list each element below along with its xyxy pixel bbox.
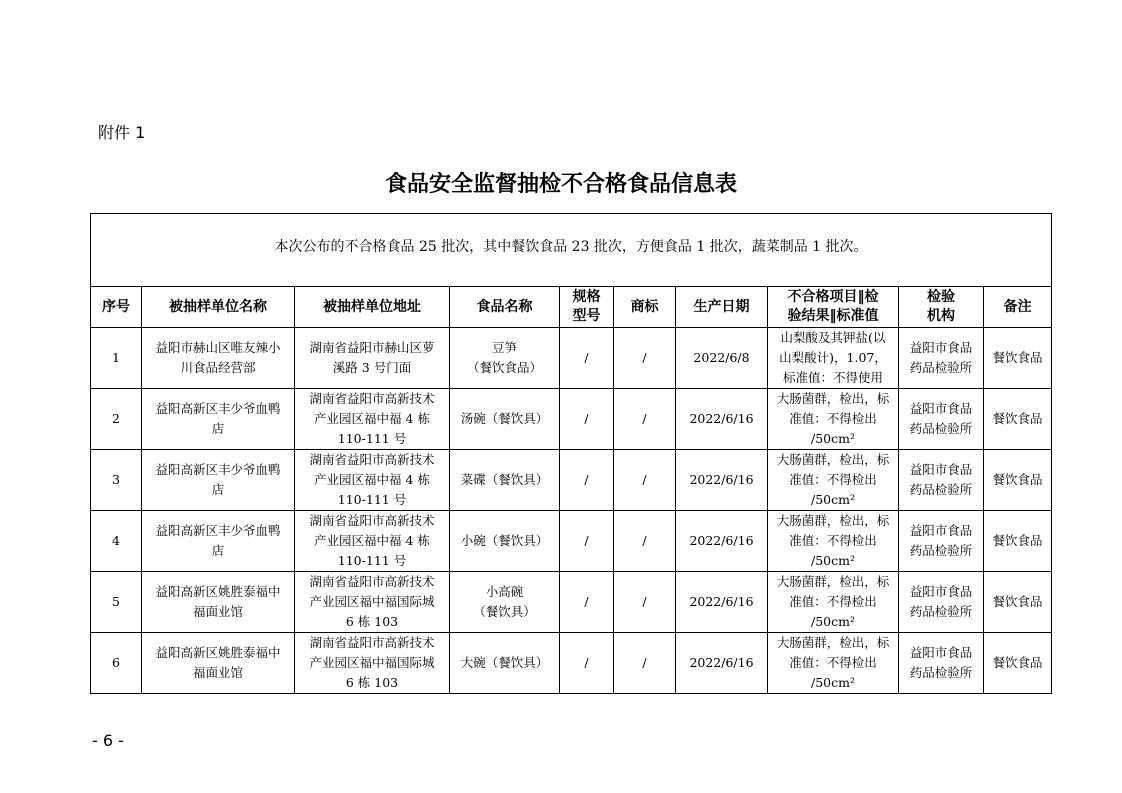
- cell-remarks: 餐饮食品: [984, 450, 1052, 511]
- cell-inspection-agency: 益阳市食品 药品检验所: [899, 572, 984, 633]
- cell-unit-name: 益阳高新区姚胜泰福中 福面业馆: [142, 572, 295, 633]
- cell-index: 1: [91, 328, 142, 389]
- cell-inspection-agency: 益阳市食品 药品检验所: [899, 633, 984, 694]
- cell-production-date: 2022/6/16: [676, 572, 768, 633]
- cell-unqualified-item: 大肠菌群，检出，标 准值：不得检出 /50cm²: [768, 511, 899, 572]
- col-header-production-date: 生产日期: [676, 287, 768, 328]
- cell-unit-address: 湖南省益阳市高新技术 产业园区福中福 4 栋 110-111 号: [295, 511, 450, 572]
- cell-unit-address: 湖南省益阳市高新技术 产业园区福中福 4 栋 110-111 号: [295, 389, 450, 450]
- cell-brand: /: [614, 450, 676, 511]
- cell-index: 6: [91, 633, 142, 694]
- col-header-unqualified-item: 不合格项目‖检 验结果‖标准值: [768, 287, 899, 328]
- cell-spec: /: [560, 450, 614, 511]
- cell-production-date: 2022/6/8: [676, 328, 768, 389]
- cell-production-date: 2022/6/16: [676, 633, 768, 694]
- table-row: [91, 572, 1052, 633]
- cell-production-date: 2022/6/16: [676, 450, 768, 511]
- col-header-brand: 商标: [614, 287, 676, 328]
- cell-remarks: 餐饮食品: [984, 511, 1052, 572]
- cell-unit-name: 益阳市赫山区唯友辣小 川食品经营部: [142, 328, 295, 389]
- col-header-unit-name: 被抽样单位名称: [142, 287, 295, 328]
- table-row: [91, 328, 1052, 389]
- cell-unit-name: 益阳高新区丰少爷血鸭 店: [142, 389, 295, 450]
- cell-unqualified-item: 山梨酸及其钾盐(以 山梨酸计)，1.07， 标准值：不得使用: [768, 328, 899, 389]
- table-row: [91, 511, 1052, 572]
- cell-brand: /: [614, 633, 676, 694]
- unqualified-food-table: [90, 213, 1052, 694]
- cell-unit-address: 湖南省益阳市高新技术 产业园区福中福国际城 6 栋 103: [295, 633, 450, 694]
- cell-spec: /: [560, 328, 614, 389]
- cell-index: 3: [91, 450, 142, 511]
- summary-row: [91, 214, 1052, 287]
- header-row: [91, 287, 1052, 328]
- cell-index: 5: [91, 572, 142, 633]
- cell-unqualified-item: 大肠菌群，检出，标 准值：不得检出 /50cm²: [768, 389, 899, 450]
- col-header-unit-address: 被抽样单位地址: [295, 287, 450, 328]
- col-header-inspection-agency: 检验 机构: [899, 287, 984, 328]
- cell-unqualified-item: 大肠菌群，检出，标 准值：不得检出 /50cm²: [768, 633, 899, 694]
- cell-brand: /: [614, 328, 676, 389]
- cell-index: 2: [91, 389, 142, 450]
- cell-spec: /: [560, 511, 614, 572]
- cell-spec: /: [560, 633, 614, 694]
- cell-inspection-agency: 益阳市食品 药品检验所: [899, 389, 984, 450]
- cell-unit-address: 湖南省益阳市高新技术 产业园区福中福国际城 6 栋 103: [295, 572, 450, 633]
- cell-inspection-agency: 益阳市食品 药品检验所: [899, 328, 984, 389]
- table-row: [91, 389, 1052, 450]
- col-header-spec: 规格 型号: [560, 287, 614, 328]
- cell-inspection-agency: 益阳市食品 药品检验所: [899, 511, 984, 572]
- cell-inspection-agency: 益阳市食品 药品检验所: [899, 450, 984, 511]
- cell-food-name: 大碗（餐饮具）: [450, 633, 560, 694]
- cell-brand: /: [614, 511, 676, 572]
- cell-brand: /: [614, 389, 676, 450]
- cell-index: 4: [91, 511, 142, 572]
- cell-spec: /: [560, 572, 614, 633]
- cell-remarks: 餐饮食品: [984, 389, 1052, 450]
- cell-food-name: 豆笋 （餐饮食品）: [450, 328, 560, 389]
- col-header-index: 序号: [91, 287, 142, 328]
- attachment-label: 附件 1: [98, 123, 146, 142]
- cell-unqualified-item: 大肠菌群，检出，标 准值：不得检出 /50cm²: [768, 572, 899, 633]
- table-row: [91, 450, 1052, 511]
- cell-unit-name: 益阳高新区丰少爷血鸭 店: [142, 450, 295, 511]
- cell-food-name: 小碗（餐饮具）: [450, 511, 560, 572]
- table-row: [91, 633, 1052, 694]
- cell-brand: /: [614, 572, 676, 633]
- cell-unit-name: 益阳高新区姚胜泰福中 福面业馆: [142, 633, 295, 694]
- cell-food-name: 汤碗（餐饮具）: [450, 389, 560, 450]
- document-title: 食品安全监督抽检不合格食品信息表: [384, 172, 737, 197]
- cell-spec: /: [560, 389, 614, 450]
- col-header-remarks: 备注: [984, 287, 1052, 328]
- cell-remarks: 餐饮食品: [984, 572, 1052, 633]
- cell-remarks: 餐饮食品: [984, 633, 1052, 694]
- cell-unit-address: 湖南省益阳市高新技术 产业园区福中福 4 栋 110-111 号: [295, 450, 450, 511]
- cell-production-date: 2022/6/16: [676, 389, 768, 450]
- cell-unit-address: 湖南省益阳市赫山区萝 溪路 3 号门面: [295, 328, 450, 389]
- cell-food-name: 小高碗 （餐饮具）: [450, 572, 560, 633]
- cell-unit-name: 益阳高新区丰少爷血鸭 店: [142, 511, 295, 572]
- cell-production-date: 2022/6/16: [676, 511, 768, 572]
- cell-remarks: 餐饮食品: [984, 328, 1052, 389]
- page-number: - 6 -: [92, 731, 124, 750]
- summary-text: 本次公布的不合格食品 25 批次，其中餐饮食品 23 批次，方便食品 1 批次，蔬菜制品 1 批次。: [91, 214, 1052, 287]
- cell-food-name: 菜碟（餐饮具）: [450, 450, 560, 511]
- col-header-food-name: 食品名称: [450, 287, 560, 328]
- cell-unqualified-item: 大肠菌群，检出，标 准值：不得检出 /50cm²: [768, 450, 899, 511]
